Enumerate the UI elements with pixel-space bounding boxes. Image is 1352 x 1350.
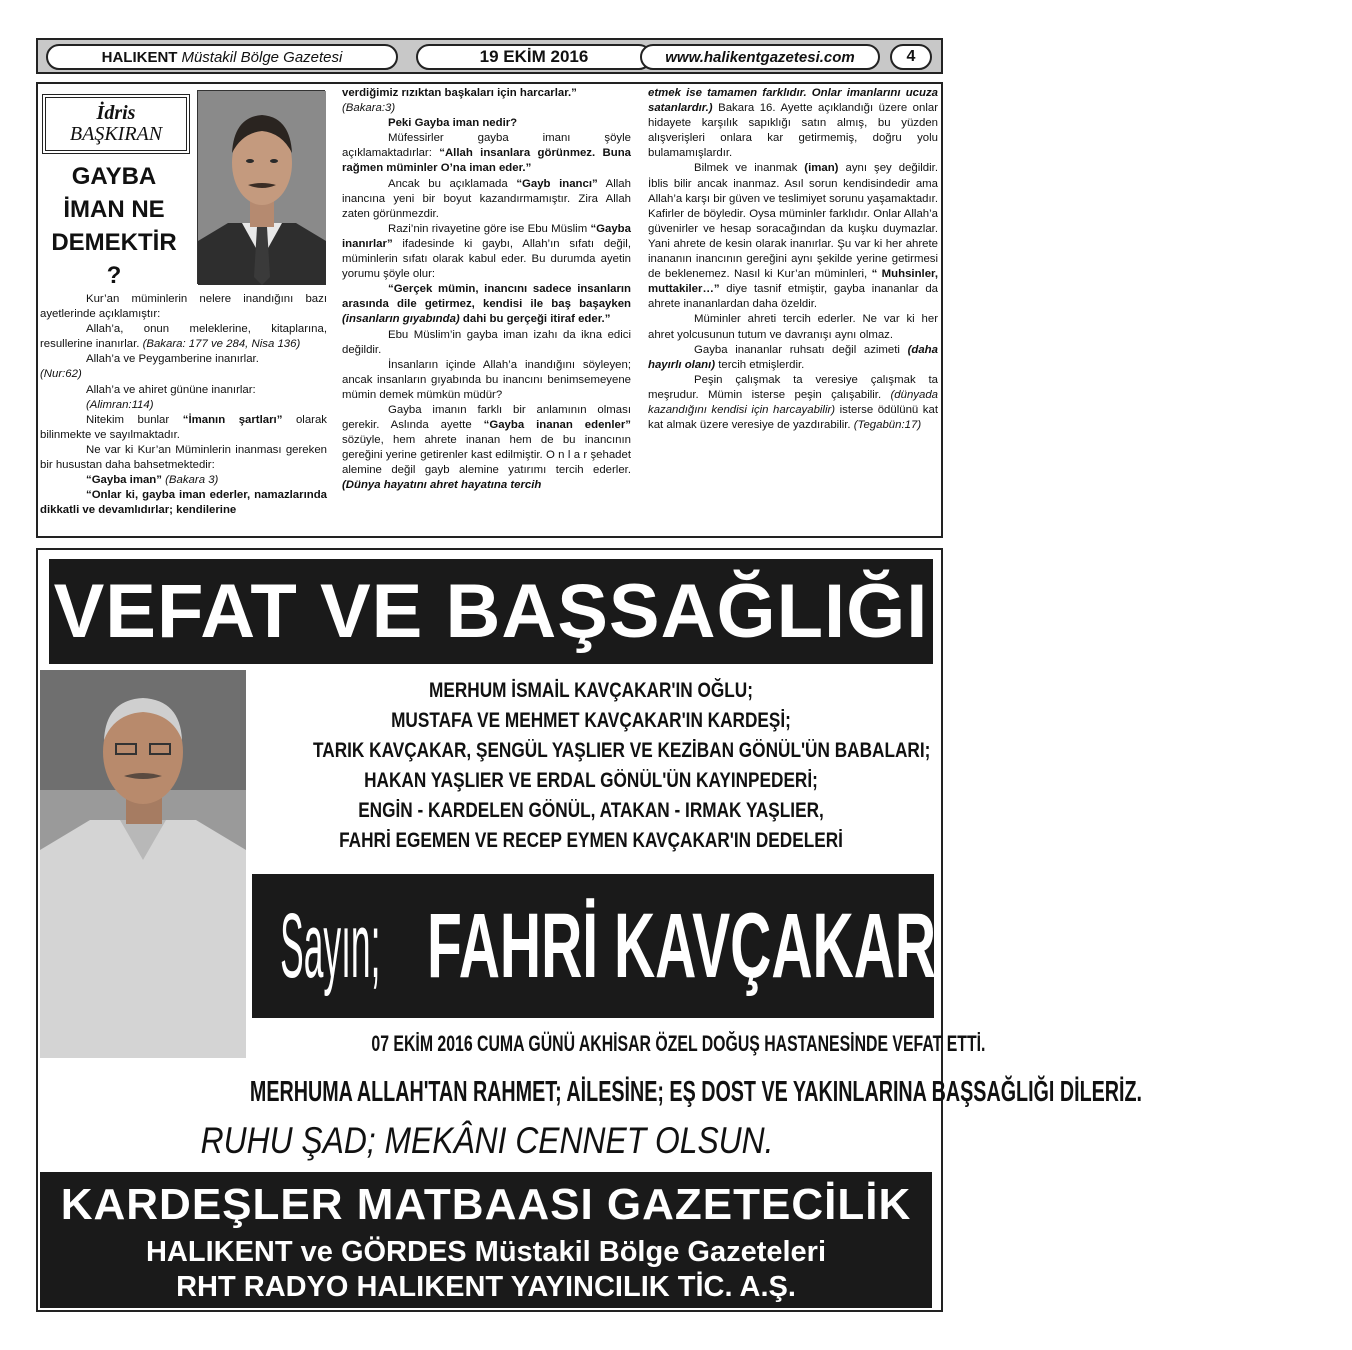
condolence-message: MERHUMA ALLAH'TAN RAHMET; AİLESİNE; EŞ DOST VE YAKINLARINA BAŞSAĞLIĞI DİLERİZ. [249, 1076, 1143, 1108]
paragraph: Gayba imanın farklı bir anlamının olması gerekir. Aslında ayette “Gayba inanan edenler” sözüyle, hem ahrete inanan hem de bu inancının gereğini yerine getirenler kast edilmiştir. O n l a r şehadet alemine değil gayb alemine yatırımı tercih ederler. (Dünya hayatını ahret hayatına tercih [342, 403, 631, 492]
paragraph: etmek ise tamamen farklıdır. Onlar imanlarını ucuza satanlardır.) Bakara 16. Ayette açıklandığı üzere onlar hidayete karşılık sapıklığı satın almış, bu yüzden alışverişleri onlara kar getirmemiş, doğru yolu bulamamışlardır. [648, 87, 938, 160]
paragraph: Nitekim bunlar “İmanın şartları” olarak bilinmekte ve sayılmaktadır. [40, 413, 327, 441]
relative-line: FAHRİ EGEMEN VE RECEP EYMEN KAVÇAKAR'IN DEDELERİ [339, 829, 843, 852]
article-column-1 [40, 292, 327, 518]
relative-line: ENGİN - KARDELEN GÖNÜL, ATAKAN - IRMAK YAŞLIER, [358, 799, 824, 822]
paragraph: İnsanların içinde Allah’a inandığını söyleyen; ancak insanların gıyabında bu inancını benimsemeyene mümin demek mümkün müdür? [342, 358, 631, 401]
article-title-line: GAYBA [71, 163, 157, 190]
paragraph: Ancak bu açıklamada “Gayb inancı” Allah inancına yeni bir boyut kazandırmamıştır. Zira Allah zaten görünmezdir. [342, 177, 631, 220]
publisher-name: KARDEŞLER MATBAASI GAZETECİLİK [60, 1180, 912, 1229]
author-box [42, 94, 190, 154]
reference: (Bakara:3) [342, 102, 396, 115]
publisher-radio: RHT RADYO HALIKENT YAYINCILIK TİC. A.Ş. [176, 1271, 796, 1303]
author-photo [197, 90, 325, 284]
paragraph: Kur’an müminlerin nelere inandığını bazı ayetlerinde açıklamıştır: [40, 293, 327, 321]
article-column-3 [648, 86, 938, 433]
publisher-banner [40, 1172, 932, 1308]
obituary-headline: VEFAT VE BAŞSAĞLIĞI [49, 559, 933, 664]
relative-line: HAKAN YAŞLIER VE ERDAL GÖNÜL'ÜN KAYINPEDERİ; [364, 769, 818, 792]
paragraph: Allah’a ve Peygamberine inanırlar. [86, 353, 259, 366]
paragraph: Müfessirler gayba imanı şöyle açıklamaktadırlar: “Allah insanlara görünmez. Buna rağmen müminler O’na iman eder.” [342, 132, 631, 175]
article-title-line: DEMEKTİR [51, 229, 177, 256]
author-last-name: BAŞKIRAN [69, 123, 163, 145]
paragraph: Gayba inananlar ruhsatı değil azimeti (daha hayırlı olanı) tercih etmişlerdir. [648, 343, 938, 371]
paragraph: verdiğimiz rızıktan başkaları için harcarlar.” [342, 87, 577, 99]
page-number: 4 [890, 44, 932, 70]
paragraph: Müminler ahreti tercih ederler. Ne var ki her ahret yolcusunun tutum ve davranışı aynı olmaz. [648, 313, 938, 341]
deceased-name: FAHRİ KAVÇAKAR [427, 895, 937, 997]
paper-name-pill [46, 44, 398, 70]
reference: (Alimran:114) [86, 398, 154, 411]
relative-line: TARIK KAVÇAKAR, ŞENGÜL YAŞLIER VE KEZİBAN GÖNÜL'ÜN BABALARI; [313, 739, 931, 762]
relative-line: MERHUM İSMAİL KAVÇAKAR'IN OĞLU; [429, 679, 753, 702]
paragraph: Bilmek ve inanmak (iman) aynı şey değildir. İblis bilir ancak inanmaz. Asıl sorun kendisindedir ama Allah’a karşı bir güven ve teslimiyet sorunu yaşamaktadır. Kafirler de böyledir. Oysa müminler farklıdır. Onlar Allah’a güvenirler ve hesap soracağından da kuşku duymazlar. Yani ahrete de kesin olarak inanırlar. Şu var ki her ahrete inananın inancının gereğini aynı şekilde yerine getirmesi de beklenemez. Nasıl ki Kur’an müminleri, “ Muhsinler, muttakiler…” diye tasnif etmiştir, gayba inananlar da ahrete inananlardan daha özeldir. [648, 162, 939, 311]
paragraph: “Onlar ki, gayba iman ederler, namazlarında dikkatli ve devamlıdırlar; kendilerine [40, 489, 327, 517]
paragraph: Peşin çalışmak ta veresiye çalışmak ta meşrudur. Mümin isterse peşin çalışabilir. (dünyada kazandığını kendisi için harcayabilir) isterse ödülünü kat kat almak üzere veresiye de yazdırabilir. (Tegabün:17) [648, 373, 938, 432]
article-title [40, 160, 188, 292]
relatives-list [252, 676, 930, 856]
website-link[interactable]: www.halikentgazetesi.com [640, 44, 880, 70]
paragraph: “Gayba iman” (Bakara 3) [86, 474, 219, 487]
publisher-papers: HALIKENT ve GÖRDES Müstakil Bölge Gazeteleri [145, 1236, 827, 1268]
author-first-name: İdris [96, 102, 136, 124]
article-column-2 [342, 86, 631, 494]
issue-date: 19 EKİM 2016 [416, 44, 652, 70]
paragraph: Ne var ki Kur’an Müminlerin inanması gereken bir husustan daha bahsetmektedir: [40, 443, 327, 472]
reference: (Nur:62) [40, 368, 82, 381]
article-title-line: İMAN NE [63, 196, 165, 223]
salutation: Sayın; [280, 895, 381, 997]
paragraph: Peki Gayba iman nedir? [388, 117, 518, 130]
article-title-line: ? [106, 262, 122, 289]
relative-line: MUSTAFA VE MEHMET KAVÇAKAR'IN KARDEŞİ; [391, 709, 791, 732]
paper-name: HALIKENT [101, 48, 178, 66]
paragraph: “Gerçek mümin, inancını sadece insanların arasında dile getirmez, kendisi ile baş başayken (insanların gıyabında) dahi bu gerçeği itiraf eder.” [342, 283, 631, 326]
paragraph: Allah’a ve ahiret gününe inanırlar: [86, 383, 256, 396]
deceased-photo [40, 670, 246, 1058]
paper-tagline: Müstakil Bölge Gazetesi [181, 48, 343, 66]
paragraph: Ebu Müslim’in gayba iman izahı da ikna edici değildir. [342, 328, 631, 356]
masthead-bar [36, 38, 943, 74]
deceased-name-banner [252, 874, 937, 1018]
death-notice: 07 EKİM 2016 CUMA GÜNÜ AKHİSAR ÖZEL DOĞUŞ HASTANESİNDE VEFAT ETTİ. [371, 1031, 986, 1056]
paragraph: Razi’nin rivayetine göre ise Ebu Müslim “Gayba inanırlar” ifadesinde ki gaybı, Allah’ın sıfatı değil, müminlerin sıfatı olarak kabul eder. Bu durumda ayetin yorumu şöyle olur: [342, 222, 631, 281]
paragraph: Allah’a, onun meleklerine, kitaplarına, resullerine inanırlar. (Bakara: 177 ve 284, Nisa 136) [40, 323, 327, 351]
prayer-line: RUHU ŞAD; MEKÂNI CENNET OLSUN. [201, 1120, 774, 1161]
